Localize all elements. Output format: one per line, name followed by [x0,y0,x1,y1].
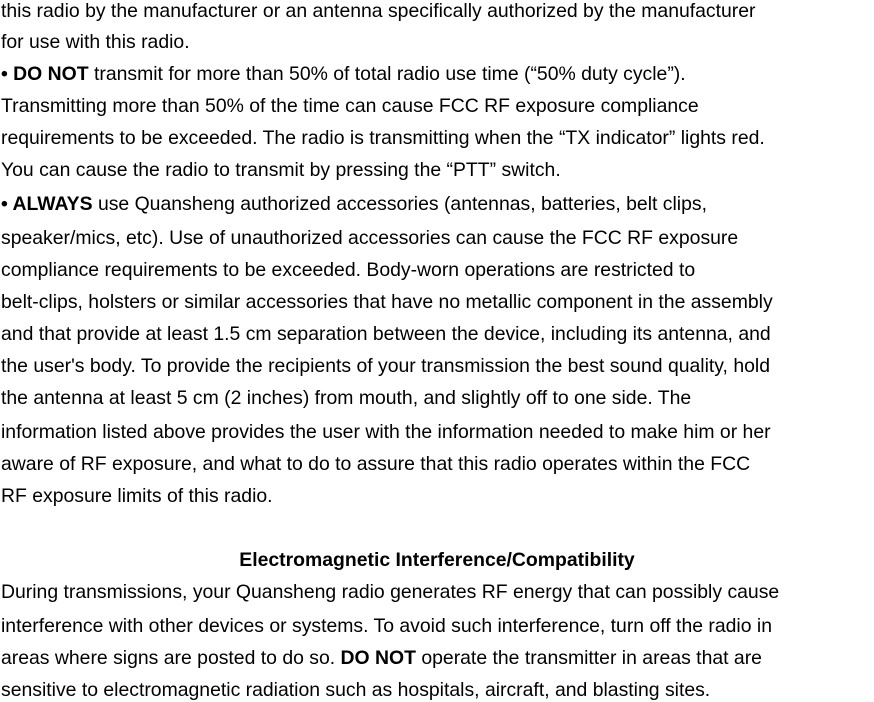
text-line-with-warning [1,647,762,669]
text-line: During transmissions, your Quansheng radio generates RF energy that can possibly cause [1,581,780,603]
bullet-always [1,193,707,215]
text-line: requirements to be exceeded. The radio is transmitting when the “TX indicator” lights red. [1,127,765,149]
text-segment: operate the transmitter in areas that are [415,647,762,669]
text-line: speaker/mics, etc). Use of unauthorized accessories can cause the FCC RF exposure [1,227,739,249]
bullet-text: use Quansheng authorized accessories (antennas, batteries, belt clips, [92,193,707,215]
text-line: the antenna at least 5 cm (2 inches) from mouth, and slightly off to one side. The [1,387,692,409]
text-line: You can cause the radio to transmit by pressing the “PTT” switch. [1,159,561,181]
text-segment: areas where signs are posted to do so. [1,647,341,669]
text-line: aware of RF exposure, and what to do to assure that this radio operates within the FCC [1,453,751,475]
bullet-do-not [1,63,686,85]
bullet-text: transmit for more than 50% of total radio use time (“50% duty cycle”). [88,63,686,85]
section-heading: Electromagnetic Interference/Compatibility [239,549,635,571]
warning-label: DO NOT [340,647,416,669]
bullet-label: • DO NOT [1,63,89,85]
text-line: this radio by the manufacturer or an antenna specifically authorized by the manufacturer [1,0,756,22]
text-line: belt-clips, holsters or similar accessories that have no metallic component in the assembly [1,291,773,313]
text-line: sensitive to electromagnetic radiation such as hospitals, aircraft, and blasting sites. [1,679,711,701]
text-line: RF exposure limits of this radio. [1,485,273,507]
text-line: Transmitting more than 50% of the time can cause FCC RF exposure compliance [1,95,699,117]
text-line: interference with other devices or systems. To avoid such interference, turn off the radio in [1,615,772,637]
bullet-label: • ALWAYS [1,193,93,215]
text-line: information listed above provides the user with the information needed to make him or her [1,421,771,443]
text-line: for use with this radio. [1,31,190,53]
text-line: and that provide at least 1.5 cm separation between the device, including its antenna, and [1,323,771,345]
text-line: the user's body. To provide the recipients of your transmission the best sound quality, hold [1,355,770,377]
text-line: compliance requirements to be exceeded. Body-worn operations are restricted to [1,259,696,281]
